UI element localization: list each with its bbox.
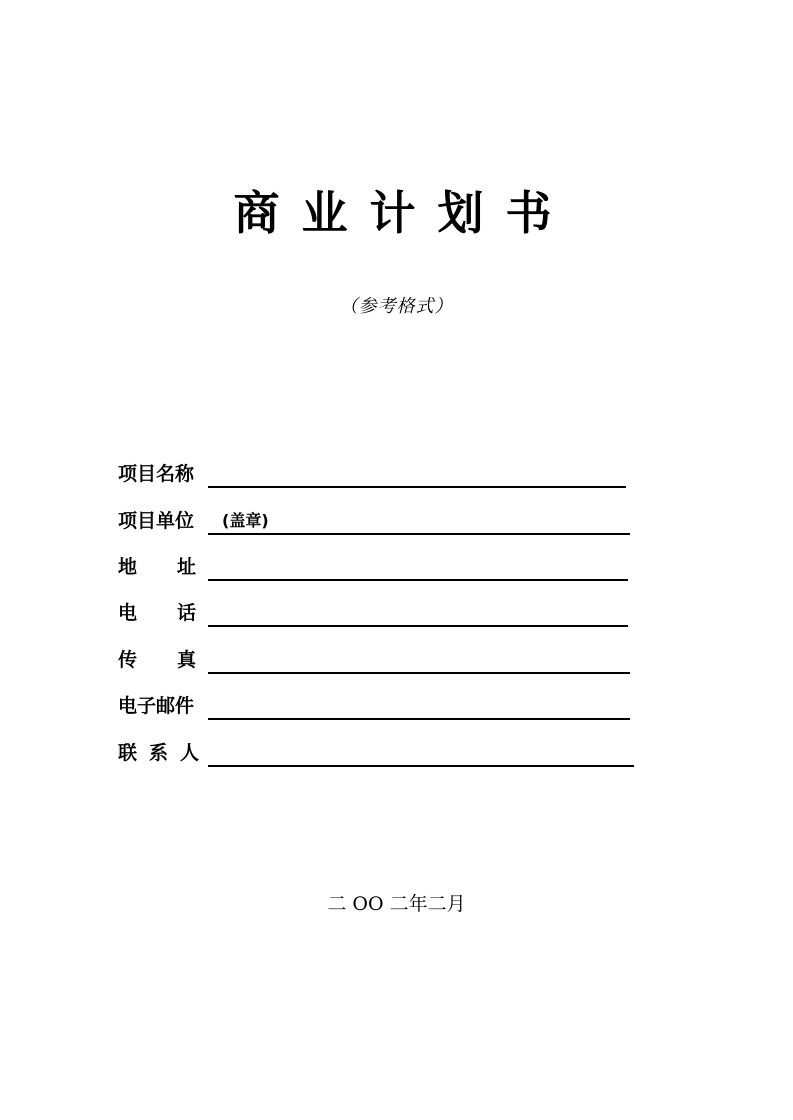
document-title: 商业计划书: [233, 186, 574, 240]
field-contact: [118, 739, 636, 769]
field-address-line[interactable]: [208, 579, 628, 581]
field-address: [118, 553, 630, 583]
field-contact-label: 联系人: [118, 742, 212, 764]
field-address-label: 地址: [118, 556, 237, 578]
document-subtitle: （参考格式）: [339, 296, 454, 317]
field-project-unit-label: 项目单位: [118, 510, 195, 532]
field-fax-label: 传真: [118, 649, 237, 671]
field-fax: [118, 646, 632, 676]
field-contact-line[interactable]: [208, 765, 634, 767]
field-project-unit-hint: (盖章): [222, 511, 269, 530]
field-project-name: [118, 460, 628, 490]
field-phone-label: 电话: [118, 602, 237, 624]
field-project-unit: [118, 507, 632, 537]
field-phone: [118, 599, 630, 629]
field-email: [118, 692, 632, 722]
field-email-label: 电子邮件: [118, 695, 195, 717]
field-project-name-label: 项目名称: [118, 463, 195, 485]
field-phone-line[interactable]: [208, 625, 628, 627]
field-fax-line[interactable]: [208, 672, 630, 674]
field-project-unit-line[interactable]: [208, 533, 630, 535]
field-project-name-line[interactable]: [208, 486, 626, 488]
field-email-line[interactable]: [208, 718, 630, 720]
document-date: 二 OO 二年二月: [327, 893, 466, 915]
